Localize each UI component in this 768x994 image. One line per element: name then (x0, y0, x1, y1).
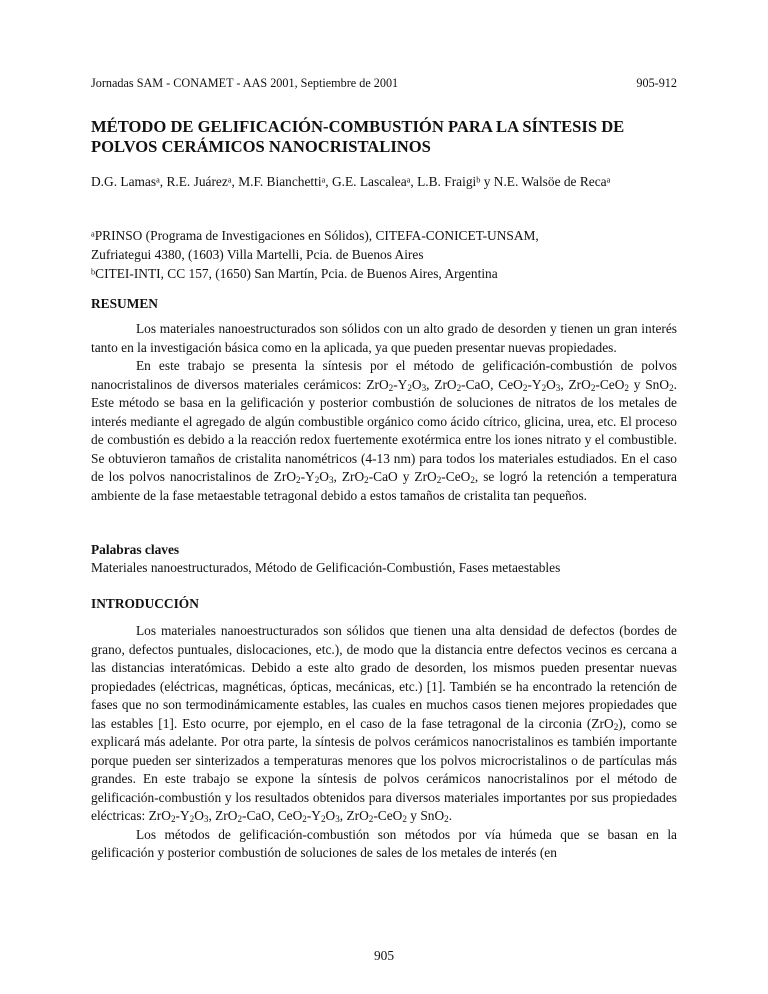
author: M.F. Bianchetti$^a$ (238, 174, 326, 189)
running-header (91, 76, 677, 91)
page-number: 905 (373, 948, 395, 963)
title-line: MÉTODO DE GELIFICACIÓN-COMBUSTIÓN PARA LA SÍNTESIS DE (91, 117, 625, 136)
intro-heading: INTRODUCCIÓN (91, 596, 199, 611)
affiliation-b: $^b$CITEI-INTI, CC 157, (1650) San Martín, Pcia. de Buenos Aires, Argentina (91, 266, 498, 281)
intro-paragraph: Los métodos de gelificación-combustión son métodos por vía húmeda que se basan en la gelificación y posterior combustión de soluciones de sales de los metales de interés (en (91, 826, 677, 860)
author: R.E. Juárez$^a$ (166, 174, 232, 189)
resumen-heading: RESUMEN (91, 296, 158, 311)
author: N.E. Walsöe de Reca$^a$ (493, 174, 611, 189)
author-list: D.G. Lamas$^a$, R.E. Juárez$^a$, M.F. Bianchetti$^a$, G.E. Lascalea$^a$, L.B. Fraigi$^b$ y N.E. Walsöe de Reca$^a$ (91, 174, 611, 189)
resumen-paragraph: En este trabajo se presenta la síntesis por el método de gelificación-combustión de polvos nanocristalinos de diversos materiales cerámicos: $ZrO_2-Y_2O_3$, ZrO$_2$-CaO, $CeO_2-Y_2O_3$, ZrO$_2$-CeO$_2$ y SnO$_2$. Este método se basa en la gelificación y posterior combustión de soluciones de nitratos de los metales de interés mediante el agregado de algún combustible orgánico como ácido cítrico, glicina, urea, etc. El proceso de combustión es debido a la reacción redox fuertemente exotérmica entre los iones nitrato y el combustible. Se obtuvieron tamaños de cristalita nanométricos (4-13 nm) para todos los materiales estudiados. En el caso de los polvos nanocristalinos de $ZrO_2-Y_2O_3$, ZrO$_2$-CaO y ZrO$_2$-CeO$_2$, se logró la retención a temperatura ambiente de la fase metaestable tetragonal debido a estos tamaños de cristalita tan pequeños. (91, 358, 677, 503)
affiliations (91, 226, 691, 283)
resumen-body (91, 320, 677, 505)
intro-paragraph: Los materiales nanoestructurados son sólidos que tienen una alta densidad de defectos (bordes de grano, defectos puntuales, dislocaciones, etc.), de modo que la distancia entre defectos vecinos es cercana a las distancias interatómicas. Debido a este alto grado de desorden, los mismos pueden presentar nuevas propiedades (eléctricas, magnéticas, ópticas, mecánicas, etc.) [1]. También se ha encontrado la retención de fases que no son termodinámicamente estables, las cuales en muchos casos tienen mejores propiedades que las estables [1]. Esto ocurre, por ejemplo, en el caso de la fase tetragonal de la circonia (ZrO$_2$), como se explicará más adelante. Por otra parte, la síntesis de polvos cerámicos nanocristalinos es también importante porque pueden ser sinterizados a temperaturas menores que los polvos microcristalinos o de partículas más grandes. En este trabajo se expone la síntesis de polvos cerámicos nanocristalinos por el método de gelificación-combustión y los resultados obtenidos para diversos materiales importantes por sus propiedades eléctricas: $ZrO_2-Y_2O_3$, ZrO$_2$-CaO, $CeO_2-Y_2O_3$, ZrO$_2$-CeO$_2$ y SnO$_2$. (91, 623, 677, 824)
author: G.E. Lascalea$^a$ (331, 174, 411, 189)
paper-title (91, 117, 691, 157)
keywords-text: Materiales nanoestructurados, Método de Gelificación-Combustión, Fases metaestables (91, 560, 561, 575)
affiliation-a-address: Zufriategui 4380, (1603) Villa Martelli, Pcia. de Buenos Aires (91, 247, 424, 262)
keywords-heading: Palabras claves (91, 542, 180, 557)
intro-body (91, 622, 677, 863)
author: D.G. Lamas$^a$ (91, 174, 160, 189)
affiliation-a: $^a$PRINSO (Programa de Investigaciones en Sólidos), CITEFA-CONICET-UNSAM, (91, 228, 539, 243)
resumen-paragraph: Los materiales nanoestructurados son sólidos con un alto grado de desorden y tienen un gran interés tanto en la investigación básica como en la aplicada, ya que pueden presentar nuevas propiedades. (91, 321, 677, 355)
conference-name: Jornadas SAM - CONAMET - AAS 2001, Septiembre de 2001 (91, 76, 399, 90)
page-range: 905-912 (636, 76, 677, 90)
author: L.B. Fraigi$^b$ (417, 174, 481, 189)
title-line: POLVOS CERÁMICOS NANOCRISTALINOS (91, 137, 431, 156)
